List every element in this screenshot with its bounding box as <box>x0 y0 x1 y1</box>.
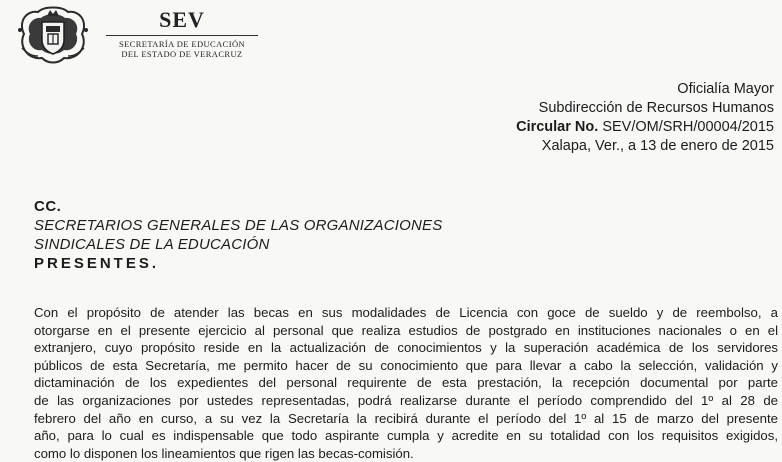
body-line: otorgarse en el presente ejercicio al personal que realiza estudios de postgrado en instituciones nacionales o en el <box>34 322 778 338</box>
body-line: Con el propósito de atender las becas en sus modalidades de Licencia con goce de sueldo y de reembolso, a <box>34 305 778 320</box>
body-line: como lo disponen los lineamientos que rigen las becas-comisión. <box>34 445 414 461</box>
body-paragraph <box>34 304 778 462</box>
place-date: Xalapa, Ver., a 13 de enero de 2015 <box>541 138 774 154</box>
letterhead-rule <box>106 35 258 36</box>
organization-abbreviation: SEV <box>159 7 205 32</box>
addressees-block <box>34 197 442 273</box>
cc-label: CC. <box>34 198 62 215</box>
document-header <box>516 80 774 156</box>
organization-name-line1: SECRETARÍA DE EDUCACIÓN <box>118 39 246 49</box>
organization-name-line2: DEL ESTADO DE VERACRUZ <box>121 49 243 59</box>
body-line: extranjero, cuyo propósito reside en la actualización de conocimientos y la superación académica de los servidores <box>34 340 778 356</box>
veracruz-coat-of-arms-icon <box>14 4 92 66</box>
body-line: febrero del año en curso, a su vez la Secretaría la recibirá durante el período del 1º al 15 de marzo del presente <box>34 410 778 426</box>
body-line: dictaminación de los expedientes del personal requirente de esta prestación, la recepción documental por parte <box>34 375 778 391</box>
organization-name <box>102 8 262 59</box>
body-line: públicos de esta Secretaría, me permito hacer de su conocimiento que para llevar a cabo la selección, validación y <box>34 357 778 373</box>
circular-number: SEV/OM/SRH/00004/2015 <box>602 119 774 135</box>
circular-reference <box>516 118 774 137</box>
body-line: año, para lo cual es indispensable que todo aspirante cumpla y acredite en su totalidad con los requisitos exigidos, <box>34 428 778 444</box>
addressee-line1: SECRETARIOS GENERALES DE LAS ORGANIZACIONES <box>34 217 443 234</box>
presentes-label: PRESENTES. <box>34 255 160 272</box>
circular-label: Circular No. <box>516 119 599 135</box>
addressee-line2: SINDICALES DE LA EDUCACIÓN <box>34 236 270 253</box>
subdirection-name: Subdirección de Recursos Humanos <box>538 100 774 116</box>
body-line: de las organizaciones por ustedes representadas, podrá realizarse durante el período comprendido del 1º al 28 de <box>34 392 778 408</box>
office-name: Oficialía Mayor <box>677 81 774 97</box>
